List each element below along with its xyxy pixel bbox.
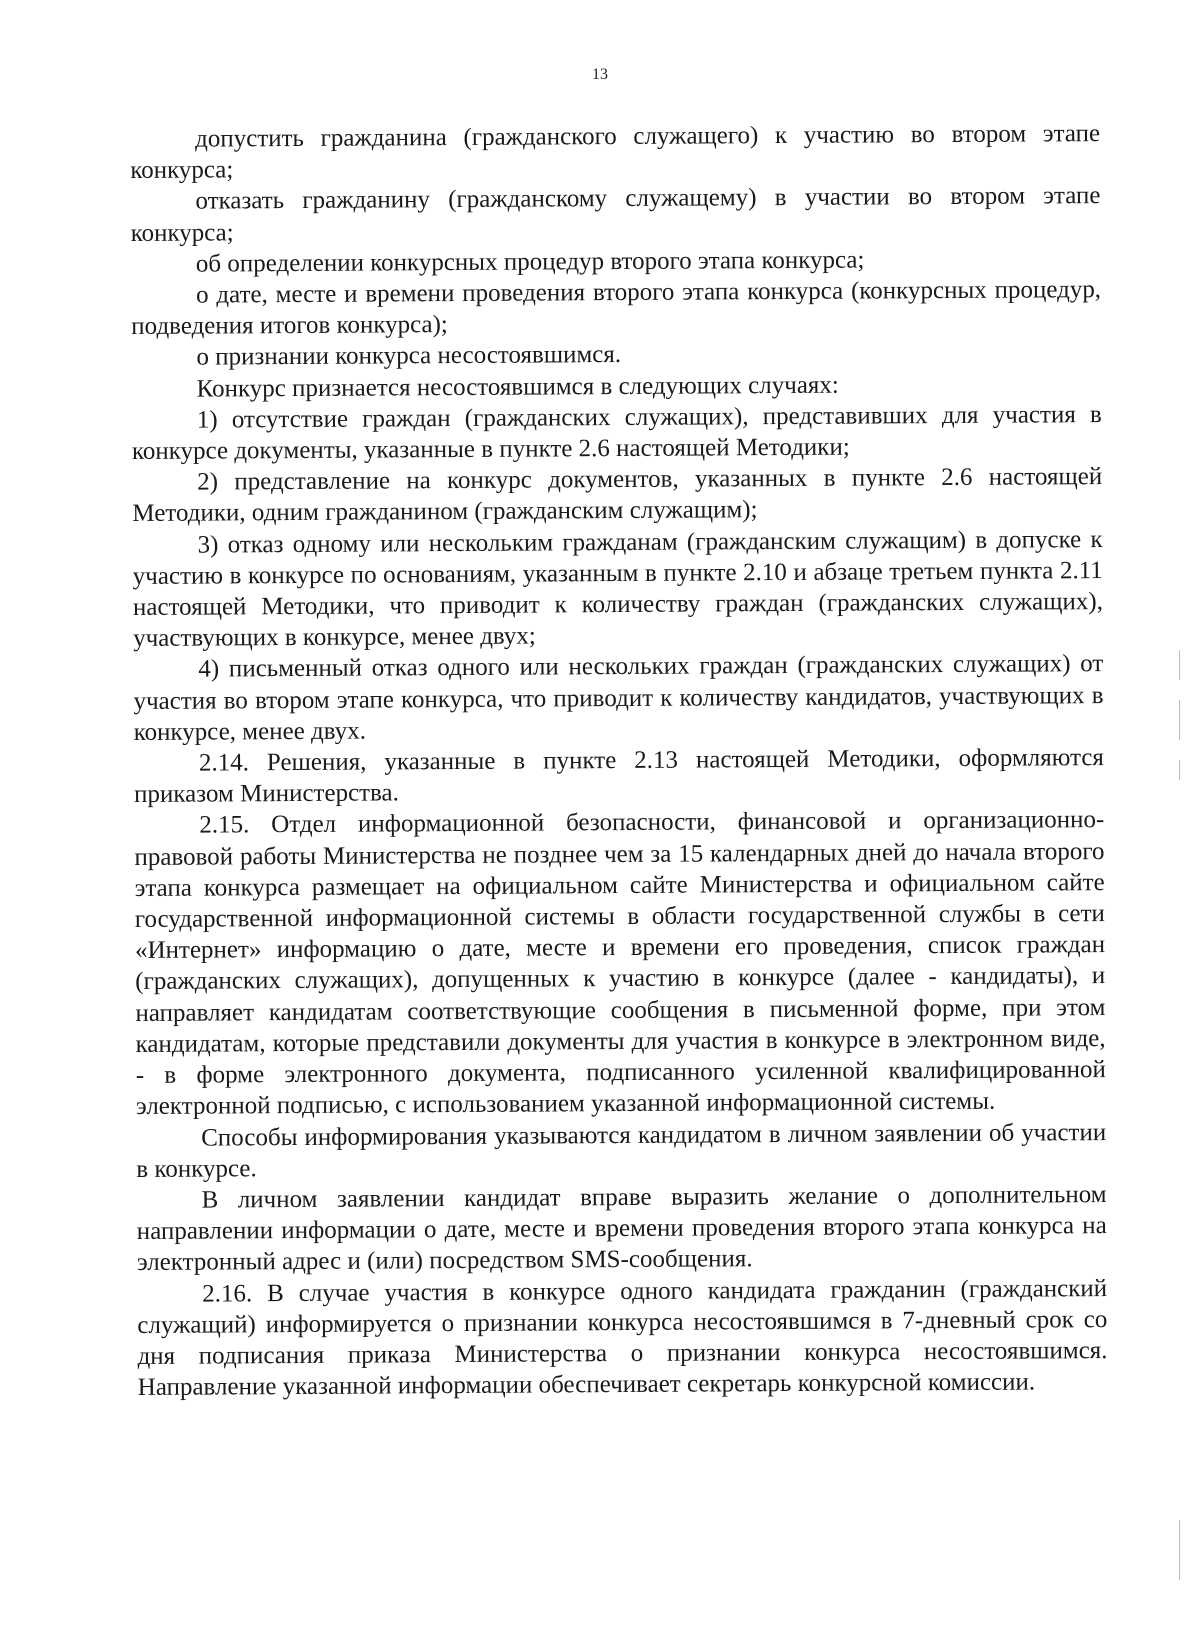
page-number: 13 <box>592 66 608 83</box>
scan-edge-mark <box>1179 650 1180 680</box>
list-item-2: 2) представление на конкурс документов, указанных в пункте 2.6 настоящей Методики, одним гражданином (гражданским служащим); <box>132 463 1103 528</box>
paragraph-6: Конкурс признается несостоявшимся в следующих случаях: <box>196 371 839 403</box>
list-item-4: 4) письменный отказ одного или нескольких граждан (гражданских служащих) от участия во втором этапе конкурса, что приводит к количеству кандидатов, участвующих в конкурсе, менее двух. <box>133 650 1104 746</box>
clause-2-14: 2.14. Решения, указанные в пункте 2.13 настоящей Методики, оформляются приказом Министерства. <box>134 744 1104 809</box>
scan-edge-mark <box>1179 700 1180 740</box>
list-item-3: 3) отказ одному или нескольким гражданам (гражданским служащим) в допуске к участию в конкурсе по основаниям, указанным в пункте 2.10 и абзаце третьем пункта 2.11 настоящей Методики, что приводит к количеству граждан (гражданских служащих), участвующих в конкурсе, менее двух; <box>132 525 1104 653</box>
paragraph-3: об определении конкурсных процедур второго этапа конкурса; <box>195 246 865 278</box>
paragraph-1: допустить гражданина (гражданского служащего) к участию во втором этапе конкурса; <box>130 120 1101 185</box>
paragraph-5: о признании конкурса несостоявшимся. <box>196 341 622 372</box>
paragraph-informing-methods: Способы информирования указываются кандидатом в личном заявлении об участии в конкурсе. <box>136 1118 1107 1183</box>
clause-2-16: 2.16. В случае участия в конкурсе одного кандидата гражданин (гражданский служащий) информируется о признании конкурса несостоявшимся в 7-дневный срок со дня подписания приказа Министерства о признании конкурса несостоявшимся. Направление указанной информации обеспечивает секретарь конкурсной комиссии. <box>137 1274 1108 1402</box>
list-item-1: 1) отсутствие граждан (гражданских служащих), представивших для участия в конкурсе документы, указанные в пункте 2.6 настоящей Методики; <box>131 400 1102 466</box>
paragraph-4: о дате, месте и времени проведения второго этапа конкурса (конкурсных процедур, подведения итогов конкурса); <box>131 276 1102 341</box>
clause-2-15: 2.15. Отдел информационной безопасности, финансовой и организационно-правовой работы Министерства не позднее чем за 15 календарных дней до начала второго этапа конкурса размещает на официальном сайте Министерства и официальном сайте государственной информационной системы в области государственной службы в сети «Интернет» информацию о дате, месте и времени его проведения, список граждан (гражданских служащих), допущенных к участию в конкурсе (далее - кандидаты), и направляет кандидатам соответствующие сообщения в письменной форме, при этом кандидатам, которые представили документы для участия в конкурсе в электронном виде, - в форме электронного документа, подписанного усиленной квалифицированной электронной подписью, с использованием указанной информационной системы. <box>134 806 1106 1121</box>
scan-edge-mark <box>1179 760 1180 780</box>
document-body <box>130 118 1108 1403</box>
paragraph-personal-application: В личном заявлении кандидат вправе выразить желание о дополнительном направлении информации о дате, месте и времени проведения второго этапа конкурса на электронный адрес и (или) посредством SMS-сообщения. <box>136 1180 1107 1277</box>
paragraph-2: отказать гражданину (гражданскому служащему) в участии во втором этапе конкурса; <box>130 182 1101 247</box>
scan-edge-mark <box>1179 1520 1180 1580</box>
